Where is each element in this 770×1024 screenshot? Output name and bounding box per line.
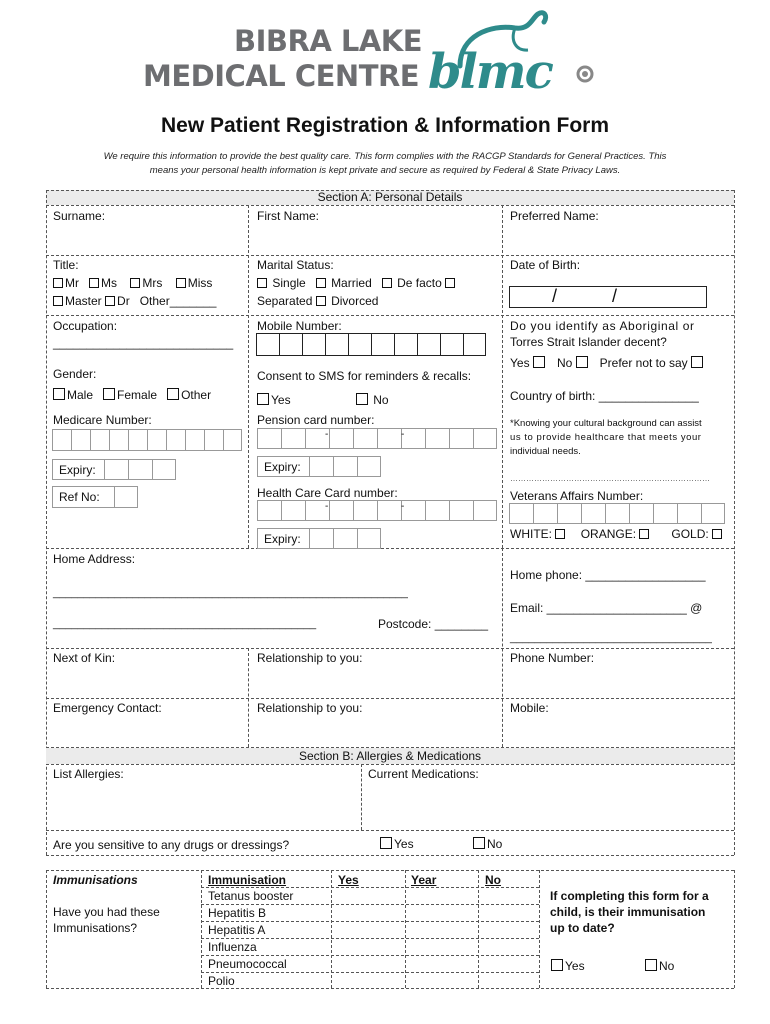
title-ms: Ms: [101, 276, 118, 290]
immunisations-heading: Immunisations: [53, 873, 138, 887]
checkbox-married[interactable]: [316, 278, 326, 288]
kin-relationship-label: Relationship to you:: [257, 651, 363, 665]
health-care-expiry-boxes[interactable]: [309, 528, 381, 549]
divider: [201, 938, 539, 939]
child-yes-option: [551, 959, 585, 973]
checkbox-single[interactable]: [257, 278, 267, 288]
divider: [46, 698, 734, 699]
divider: [46, 870, 47, 988]
checkbox-dr[interactable]: [105, 296, 115, 306]
dotted-separator: …………………………………………………………………: [510, 474, 710, 483]
pension-expiry-boxes[interactable]: [309, 456, 381, 477]
surname-label: Surname:: [53, 209, 106, 223]
title-mr: Mr: [65, 276, 79, 290]
col-yes-header: Yes: [338, 873, 359, 887]
marital-single: Single: [272, 276, 306, 290]
mobile-number-boxes[interactable]: [256, 333, 486, 356]
sensitive-yes: Yes: [394, 837, 414, 851]
aboriginal-prefer-not: Prefer not to say: [599, 356, 688, 370]
divider: [46, 855, 734, 856]
immunisation-row-polio: Polio: [208, 974, 235, 988]
aboriginal-yes: Yes: [510, 356, 530, 370]
sensitive-question: Are you sensitive to any drugs or dressings?: [53, 838, 290, 852]
divider: [46, 548, 734, 549]
address-line-1[interactable]: __________________________________________________________: [53, 587, 408, 599]
col-immunisation-header: Immunisation: [208, 873, 287, 887]
gender-label: Gender:: [53, 367, 97, 381]
occupation-line[interactable]: ___________________________: [53, 336, 234, 350]
aboriginal-options: [510, 356, 705, 370]
list-allergies-label: List Allergies:: [53, 767, 124, 781]
immunisation-row-hepatitis-a: Hepatitis A: [208, 923, 266, 937]
form-title: New Patient Registration & Information Form: [160, 114, 610, 137]
logo-line-1: BIBRA LAKE: [234, 24, 423, 58]
divider: [46, 205, 734, 206]
sensitive-no: No: [487, 837, 503, 851]
divider: [248, 648, 249, 747]
immunisation-row-tetanus: Tetanus booster: [208, 889, 294, 903]
email-label[interactable]: Email: _____________________ @: [510, 601, 703, 615]
child-question-line-2: child, is their immunisation: [550, 905, 706, 919]
form-subtitle-line-1: We require this information to provide the best quality care. This form complies with the RACGP Standards for General Practices. This: [103, 151, 667, 162]
gold-label: GOLD:: [671, 527, 709, 541]
dob-slash-1: /: [552, 286, 558, 306]
health-care-card-boxes[interactable]: [257, 500, 497, 521]
emergency-mobile-label: Mobile:: [510, 701, 549, 715]
pension-dash-1: -: [325, 429, 329, 440]
divider: [502, 548, 503, 747]
sensitive-yes-option: [380, 837, 414, 851]
checkbox-sms-yes[interactable]: [257, 393, 269, 405]
gender-male: Male: [67, 388, 94, 402]
current-medications-label: Current Medications:: [368, 767, 479, 781]
immunisation-row-pneumococcal: Pneumococcal: [208, 957, 287, 971]
title-miss: Miss: [187, 276, 213, 290]
checkbox-aboriginal-no[interactable]: [576, 356, 588, 368]
dob-field[interactable]: [509, 286, 707, 308]
divider: [201, 904, 539, 905]
health-care-dash-2: -: [401, 501, 405, 512]
postcode-label[interactable]: Postcode: ________: [378, 617, 489, 631]
emergency-contact-label: Emergency Contact:: [53, 701, 162, 715]
marital-separated: Separated: [257, 294, 313, 308]
checkbox-male[interactable]: [53, 388, 65, 400]
checkbox-mrs[interactable]: [130, 278, 140, 288]
pension-dash-2: -: [401, 429, 405, 440]
checkbox-white[interactable]: [555, 529, 565, 539]
gender-female: Female: [117, 388, 158, 402]
cultural-note-line-3: individual needs.: [510, 446, 581, 457]
pension-card-label: Pension card number:: [257, 413, 375, 427]
country-of-birth-label[interactable]: Country of birth: _______________: [510, 389, 699, 403]
title-options-row-2: [53, 294, 216, 308]
immunisation-row-hepatitis-b: Hepatitis B: [208, 906, 267, 920]
divider: [46, 764, 734, 765]
veterans-card-colors: [510, 527, 724, 541]
divider: [46, 988, 734, 989]
dob-label: Date of Birth:: [510, 258, 581, 272]
checkbox-female[interactable]: [103, 388, 115, 400]
ref-no-input[interactable]: [114, 486, 138, 508]
child-no-option: [645, 959, 674, 973]
health-care-expiry-label: Expiry:: [264, 531, 301, 546]
title-other[interactable]: Other_______: [139, 294, 217, 308]
divider: [46, 870, 734, 871]
medicare-expiry-label: Expiry:: [59, 462, 96, 477]
col-no-header: No: [485, 873, 501, 887]
home-address-label: Home Address:: [53, 552, 136, 566]
cultural-note-line-2: us to provide healthcare that meets your: [510, 432, 702, 443]
checkbox-aboriginal-yes[interactable]: [533, 356, 545, 368]
checkbox-sensitive-no[interactable]: [473, 837, 485, 849]
gender-other: Other: [181, 388, 212, 402]
child-question-line-1: If completing this form for a: [550, 889, 709, 903]
home-phone-label[interactable]: Home phone: __________________: [510, 568, 706, 582]
divider: [539, 870, 540, 988]
marital-divorced: Divorced: [331, 294, 379, 308]
divider: [46, 648, 734, 649]
sms-no: No: [373, 393, 389, 407]
divider: [248, 205, 249, 548]
title-dr: Dr: [117, 294, 130, 308]
emergency-relationship-label: Relationship to you:: [257, 701, 363, 715]
divider: [361, 764, 362, 830]
divider: [734, 190, 735, 855]
next-of-kin-label: Next of Kin:: [53, 651, 116, 665]
col-year-header: Year: [411, 873, 437, 887]
checkbox-ms[interactable]: [89, 278, 99, 288]
pension-card-boxes[interactable]: [257, 428, 497, 449]
first-name-label: First Name:: [257, 209, 320, 223]
preferred-name-label: Preferred Name:: [510, 209, 599, 223]
sms-yes: Yes: [271, 393, 291, 407]
divider: [46, 315, 734, 316]
checkbox-defacto-box[interactable]: [445, 278, 455, 288]
mobile-number-label: Mobile Number:: [257, 319, 342, 333]
address-line-2[interactable]: ___________________________________________: [53, 618, 317, 630]
checkbox-child-yes[interactable]: [551, 959, 563, 971]
child-no: No: [659, 959, 675, 973]
divider: [46, 830, 734, 831]
child-yes: Yes: [565, 959, 585, 973]
pension-expiry-label: Expiry:: [264, 459, 301, 474]
marital-options-row-1: [257, 276, 457, 290]
sms-consent-label: Consent to SMS for reminders & recalls:: [257, 369, 472, 383]
divider: [46, 190, 734, 191]
gender-options: [53, 388, 211, 402]
aboriginal-question-line-2: Torres Strait Islander decent?: [510, 335, 667, 349]
marital-married: Married: [331, 276, 372, 290]
title-options-row-1: [53, 276, 212, 290]
divider: [201, 887, 539, 888]
child-question-line-3: up to date?: [550, 921, 615, 935]
dob-slash-2: /: [612, 286, 618, 306]
kin-phone-number-label: Phone Number:: [510, 651, 595, 665]
title-label: Title:: [53, 258, 79, 272]
checkbox-defacto[interactable]: [382, 278, 392, 288]
divider: [201, 972, 539, 973]
immunisation-question-line-2: Immunisations?: [53, 921, 138, 935]
checkbox-mr[interactable]: [53, 278, 63, 288]
medicare-number-label: Medicare Number:: [53, 413, 152, 427]
checkbox-other[interactable]: [167, 388, 179, 400]
marital-defacto: De facto: [397, 276, 442, 290]
form-subtitle-line-2: means your personal health information is kept private and secure as required by Federal & State Privacy Laws.: [149, 165, 621, 176]
section-a-heading: Section A: Personal Details: [46, 190, 734, 205]
divider: [46, 255, 734, 256]
checkbox-gold[interactable]: [712, 529, 722, 539]
checkbox-miss[interactable]: [176, 278, 186, 288]
aboriginal-no: No: [556, 356, 573, 370]
sensitive-no-option: [473, 837, 502, 851]
checkbox-orange[interactable]: [639, 529, 649, 539]
checkbox-aboriginal-prefer-not[interactable]: [691, 356, 703, 368]
medicare-number-boxes[interactable]: [52, 429, 242, 451]
title-master: Master: [65, 294, 102, 308]
cultural-note-line-1: *Knowing your cultural background can assist: [510, 418, 702, 429]
marital-options-row-2: [257, 294, 378, 308]
logo-line-2: MEDICAL CENTRE: [143, 59, 420, 93]
checkbox-master[interactable]: [53, 296, 63, 306]
logo-mark: blmc: [428, 44, 552, 100]
veterans-affairs-boxes[interactable]: [509, 503, 725, 524]
divider: [502, 205, 503, 548]
ref-no-label: Ref No:: [59, 490, 100, 504]
checkbox-separated[interactable]: [316, 296, 326, 306]
orange-label: ORANGE:: [580, 527, 637, 541]
health-care-dash-1: -: [325, 501, 329, 512]
divider: [201, 921, 539, 922]
veterans-affairs-label: Veterans Affairs Number:: [510, 489, 644, 503]
immunisation-row-influenza: Influenza: [208, 940, 257, 954]
section-b-heading: Section B: Allergies & Medications: [46, 748, 734, 764]
divider: [201, 955, 539, 956]
white-label: WHITE:: [510, 527, 552, 541]
divider: [734, 870, 735, 988]
sms-options: [257, 393, 389, 407]
checkbox-sensitive-yes[interactable]: [380, 837, 392, 849]
checkbox-child-no[interactable]: [645, 959, 657, 971]
checkbox-sms-no[interactable]: [356, 393, 368, 405]
immunisation-question-line-1: Have you had these: [53, 905, 160, 919]
marital-status-label: Marital Status:: [257, 258, 334, 272]
email-line-2[interactable]: _________________________________: [510, 632, 712, 644]
aboriginal-question-line-1: Do you identify as Aboriginal or: [510, 319, 695, 333]
occupation-label: Occupation:: [53, 319, 118, 333]
health-care-card-label: Health Care Card number:: [257, 486, 398, 500]
title-mrs: Mrs: [142, 276, 163, 290]
medicare-expiry-boxes[interactable]: [104, 459, 176, 480]
